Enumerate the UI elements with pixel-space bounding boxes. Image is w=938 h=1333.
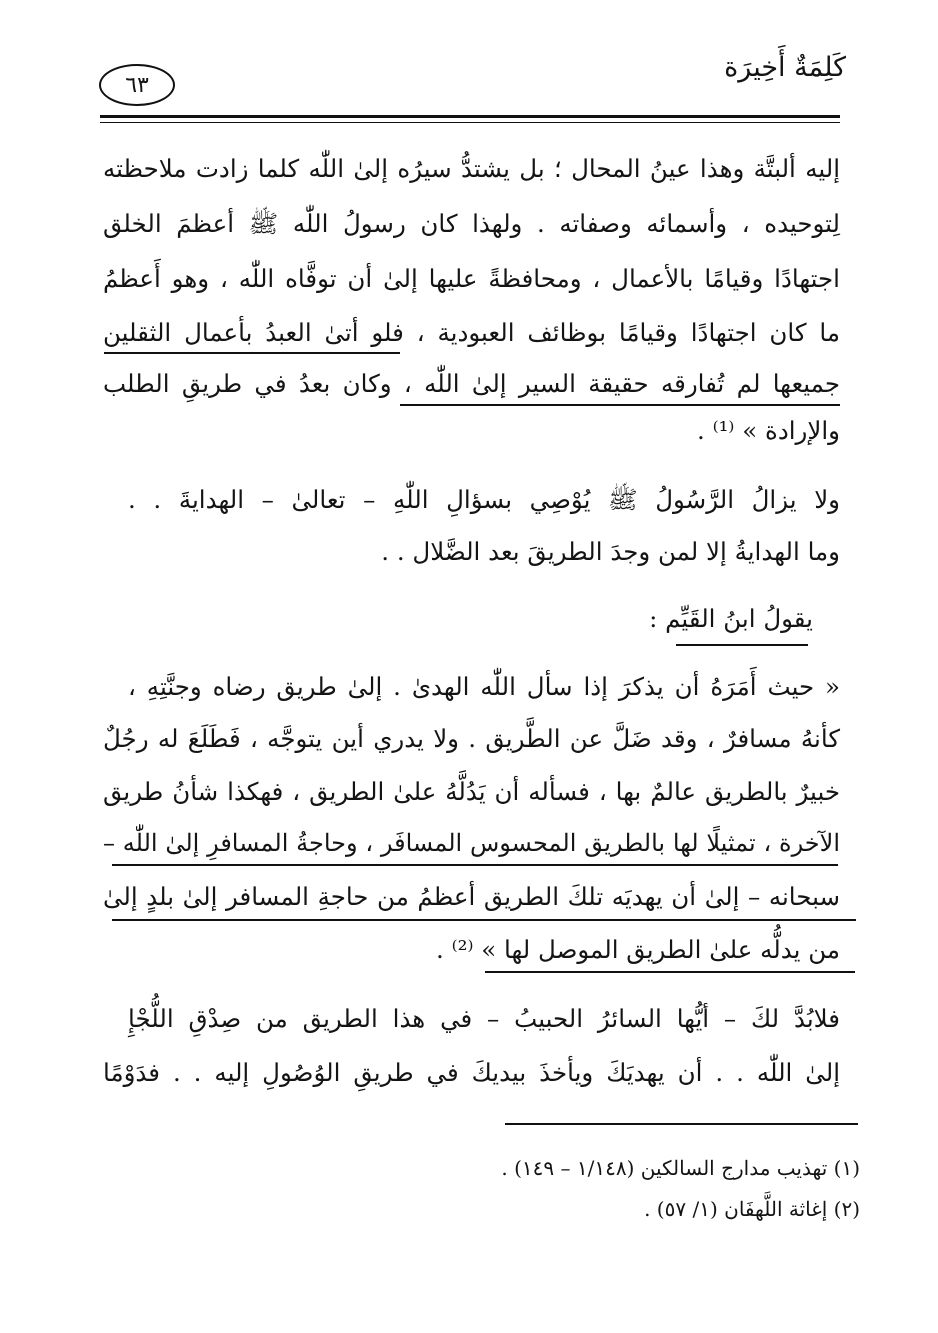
text-line: والإرادة » ⁽¹⁾ . xyxy=(697,416,840,445)
quote-intro: يقولُ ابنُ القَيِّم : xyxy=(649,604,813,633)
footnote: (١) تهذيب مدارج السالكين (١/١٤٨ – ١٤٩) . xyxy=(501,1156,860,1180)
text-line: وما الهدايةُ إلا لمن وجدَ الطريقَ بعد الضَّلال . . xyxy=(381,537,840,566)
text-line: « حيث أَمَرَهُ أن يذكرَ إذا سأل اللّٰه الهدىٰ . إلىٰ طريق رضاه وجنَّتِهِ ، xyxy=(128,672,840,701)
text-line: جميعها لم تُفارقه حقيقة السير إلىٰ اللّٰه ، وكان بعدُ في طريقِ الطلب xyxy=(103,369,840,398)
footnote-separator xyxy=(505,1123,858,1125)
text-line: ولا يزالُ الرَّسُولُ ﷺ يُوْصِي بسؤالِ اللّٰهِ – تعالىٰ – الهدايةَ . . xyxy=(128,485,840,514)
text-line: إليه ألبتَّة وهذا عينُ المحال ؛ بل يشتدُّ سيرُه إلىٰ اللّٰه كلما زادت ملاحظته xyxy=(103,154,840,183)
footnote: (٢) إغاثة اللَّهفَان (١/ ٥٧) . xyxy=(644,1197,860,1221)
underline xyxy=(104,352,400,354)
text-line: إلىٰ اللّٰه . . أن يهديَكَ ويأخذَ بيديكَ في طريقِ الوُصُولِ إليه . . فدَوْمًا xyxy=(103,1058,840,1087)
text-line: لِتوحيده ، وأسمائه وصفاته . ولهذا كان رسولُ اللّٰه ﷺ أعظمَ الخلق xyxy=(103,209,840,238)
page-number: ٦٣ xyxy=(125,72,149,98)
text-line: كأنهُ مسافرٌ ، وقد ضَلَّ عن الطَّريق . ولا يدري أين يتوجَّه ، فَطَلَعَ له رجُلٌ xyxy=(103,724,840,753)
underline xyxy=(400,404,840,406)
underline xyxy=(112,864,838,866)
underline xyxy=(485,971,855,973)
text-line: من يدلُّه علىٰ الطريق الموصل لها » ⁽²⁾ . xyxy=(436,935,840,964)
text-line: اجتهادًا وقيامًا بالأعمال ، ومحافظةً عليها إلىٰ أن توفَّاه اللّٰه ، وهو أَعظمُ xyxy=(103,264,840,293)
page-number-badge xyxy=(99,64,175,106)
text-line: الآخرة ، تمثيلًا لها بالطريق المحسوس المسافَر ، وحاجةُ المسافرِ إلىٰ اللّٰه – xyxy=(103,829,840,857)
underline xyxy=(112,919,856,921)
text-line: خبيرٌ بالطريق عالمٌ بها ، فسأله أن يَدُلَّهُ علىٰ الطريق ، فهكذا شأنُ طريق xyxy=(103,777,840,806)
underline xyxy=(676,644,808,646)
running-header-title: كَلِمَةٌ أَخِيرَة xyxy=(724,52,846,83)
header-rule-thick xyxy=(100,115,840,118)
text-line: فلابُدَّ لكَ – أيُّها السائرُ الحبيبُ – في هذا الطريق من صِدْقِ اللُّجْإِ xyxy=(128,1004,840,1033)
text-line: ما كان اجتهادًا وقيامًا بوظائف العبودية ، فلو أتىٰ العبدُ بأعمال الثقلين xyxy=(103,318,840,347)
text-line: سبحانه – إلىٰ أن يهديَه تلكَ الطريق أعظمُ من حاجةِ المسافر إلىٰ بلدٍ إلىٰ xyxy=(103,882,840,911)
header-rule-thin xyxy=(100,122,840,123)
